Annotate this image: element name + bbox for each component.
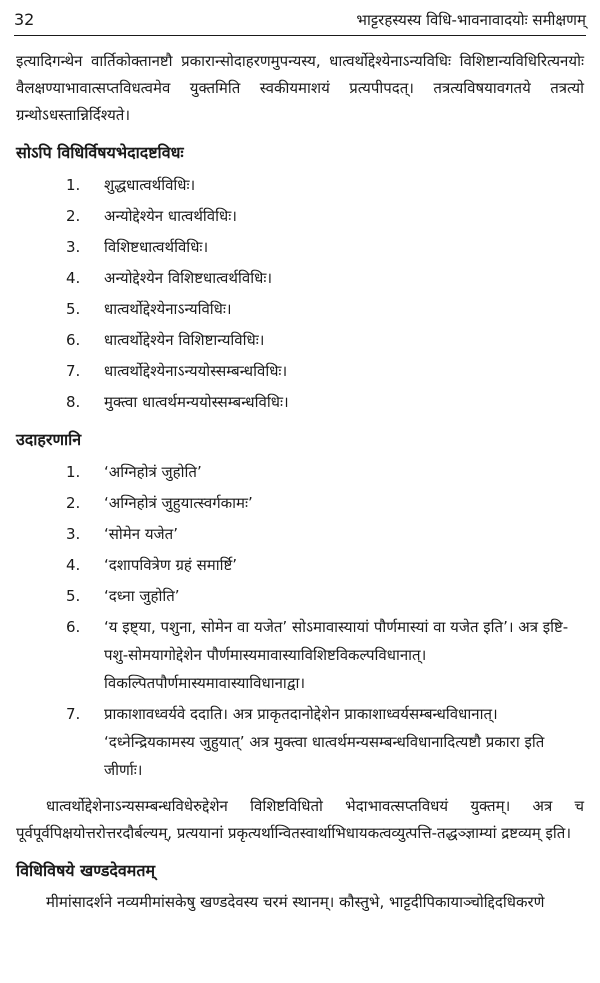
list-item [16, 613, 584, 697]
item-number: 5. [66, 300, 81, 318]
item-number: 5. [66, 587, 81, 605]
item-number: 7. [66, 705, 81, 723]
item-text: धात्वर्थोद्देश्येनाऽन्ययोस्सम्बन्धविधिः। [104, 362, 288, 380]
section-heading-khandadeva: विधिविषये खण्डदेवमतम् [16, 861, 156, 880]
item-number: 6. [66, 331, 81, 349]
item-number: 2. [66, 494, 81, 512]
header-rule [14, 35, 586, 36]
list-item [16, 233, 584, 261]
item-number: 7. [66, 362, 81, 380]
item-text: मुक्त्वा धात्वर्थमन्ययोस्सम्बन्धविधिः। [104, 393, 289, 411]
intro-paragraph: इत्यादिगन्थेन वार्तिकोक्तानष्टौ प्रकारान्सोदाहरणमुपन्यस्य, धात्वर्थोद्देश्येनाऽन्यविधिः विशिष्टान्यविधिरित्यनयोः वैलक्षण्याभावात्सप्तविधत्वमेव युक्तमिति स्वकीयमाशयं प्रत्यपीपदत्। तत्रत्यविषयावगतये तत्रत्यो ग्रन्थोऽधस्तान्निर्दिश्यते। [16, 52, 584, 124]
item-number: 1. [66, 463, 81, 481]
list-item [16, 326, 584, 354]
item-number: 4. [66, 269, 81, 287]
vidhi-types-list [16, 171, 584, 416]
list-item [16, 264, 584, 292]
item-number: 1. [66, 176, 81, 194]
item-number: 2. [66, 207, 81, 225]
item-text: ‘दशापवित्रेण ग्रहं समार्ष्टि’ [104, 556, 238, 574]
list-item [16, 171, 584, 199]
item-text: शुद्धधात्वर्थविधिः। [104, 176, 196, 194]
list-item [16, 520, 584, 548]
page-number: 32 [14, 10, 35, 29]
item-number: 8. [66, 393, 81, 411]
section-heading-types: सोऽपि विधिर्विषयभेदादष्टविधः [16, 143, 184, 162]
item-text: प्राकाशावध्वर्यवे ददाति। अत्र प्राकृतदानोद्देशेन प्राकाशाध्वर्यसम्बन्धविधानात्। ‘दध्नेन्द्रियकामस्य जुहुयात्’ अत्र मुक्त्वा धात्वर्थमन्यसम्बन्धविधानादित्यष्टौ प्रकारा इति जीर्णाः। [104, 705, 545, 779]
list-item [16, 458, 584, 486]
list-item [16, 489, 584, 517]
item-text: धात्वर्थोद्देश्येनाऽन्यविधिः। [104, 300, 232, 318]
item-text: ‘अग्निहोत्रं जुहुयात्स्वर्गकामः’ [104, 494, 253, 512]
page-content [16, 48, 584, 916]
running-title: भाट्टरहस्यस्य विधि-भावनावादयोः समीक्षणम् [356, 11, 586, 29]
closing-paragraph: धात्वर्थोद्देशेनाऽन्यसम्बन्धविधेरुद्देशेन विशिष्टविधितो भेदाभावत्सप्तविधयं युक्तम्। अत्र च पूर्वपूर्वपिक्षयोत्तरोत्तरदौर्बल्यम्, प्रत्ययानां प्रकृत्यर्थान्वितस्वार्थाभिधायकत्वव्युत्पत्ति-तद्धञ्ज्ञाम्यां द्रष्टव्यम् इति। [16, 797, 584, 842]
item-number: 3. [66, 238, 81, 256]
list-item [16, 295, 584, 323]
item-text: अन्योद्देश्येन धात्वर्थविधिः। [104, 207, 237, 225]
item-text: विशिष्टधात्वर्थविधिः। [104, 238, 209, 256]
item-number: 3. [66, 525, 81, 543]
page-header [14, 10, 586, 38]
item-text: ‘सोमेन यजेत’ [104, 525, 179, 543]
list-item [16, 357, 584, 385]
khandadeva-paragraph: मीमांसादर्शने नव्यमीमांसकेषु खण्डदेवस्य चरमं स्थानम्। कौस्तुभे, भाट्टदीपिकायाञ्चोद्दिदधिकरणे [46, 893, 545, 911]
list-item [16, 700, 584, 784]
list-item [16, 388, 584, 416]
item-text: अन्योद्देश्येन विशिष्टधात्वर्थविधिः। [104, 269, 273, 287]
list-item [16, 582, 584, 610]
item-number: 6. [66, 618, 81, 636]
examples-list [16, 458, 584, 784]
item-text: धात्वर्थोद्देश्येन विशिष्टान्यविधिः। [104, 331, 265, 349]
section-heading-examples: उदाहरणानि [16, 430, 82, 449]
item-text: ‘य इष्ट्या, पशुना, सोमेन वा यजेत’ सोऽमावास्यायां पौर्णमास्यां वा यजेत इति’। अत्र इष्टि-पशु-सोमयागोद्देशेन पौर्णमास्यमावास्याविशिष्टविकल्पविधानात्। विकल्पितपौर्णमास्यमावास्याविधानाद्वा। [104, 618, 569, 692]
list-item [16, 551, 584, 579]
list-item [16, 202, 584, 230]
item-text: ‘अग्निहोत्रं जुहोति’ [104, 463, 202, 481]
item-number: 4. [66, 556, 81, 574]
item-text: ‘दध्ना जुहोति’ [104, 587, 180, 605]
